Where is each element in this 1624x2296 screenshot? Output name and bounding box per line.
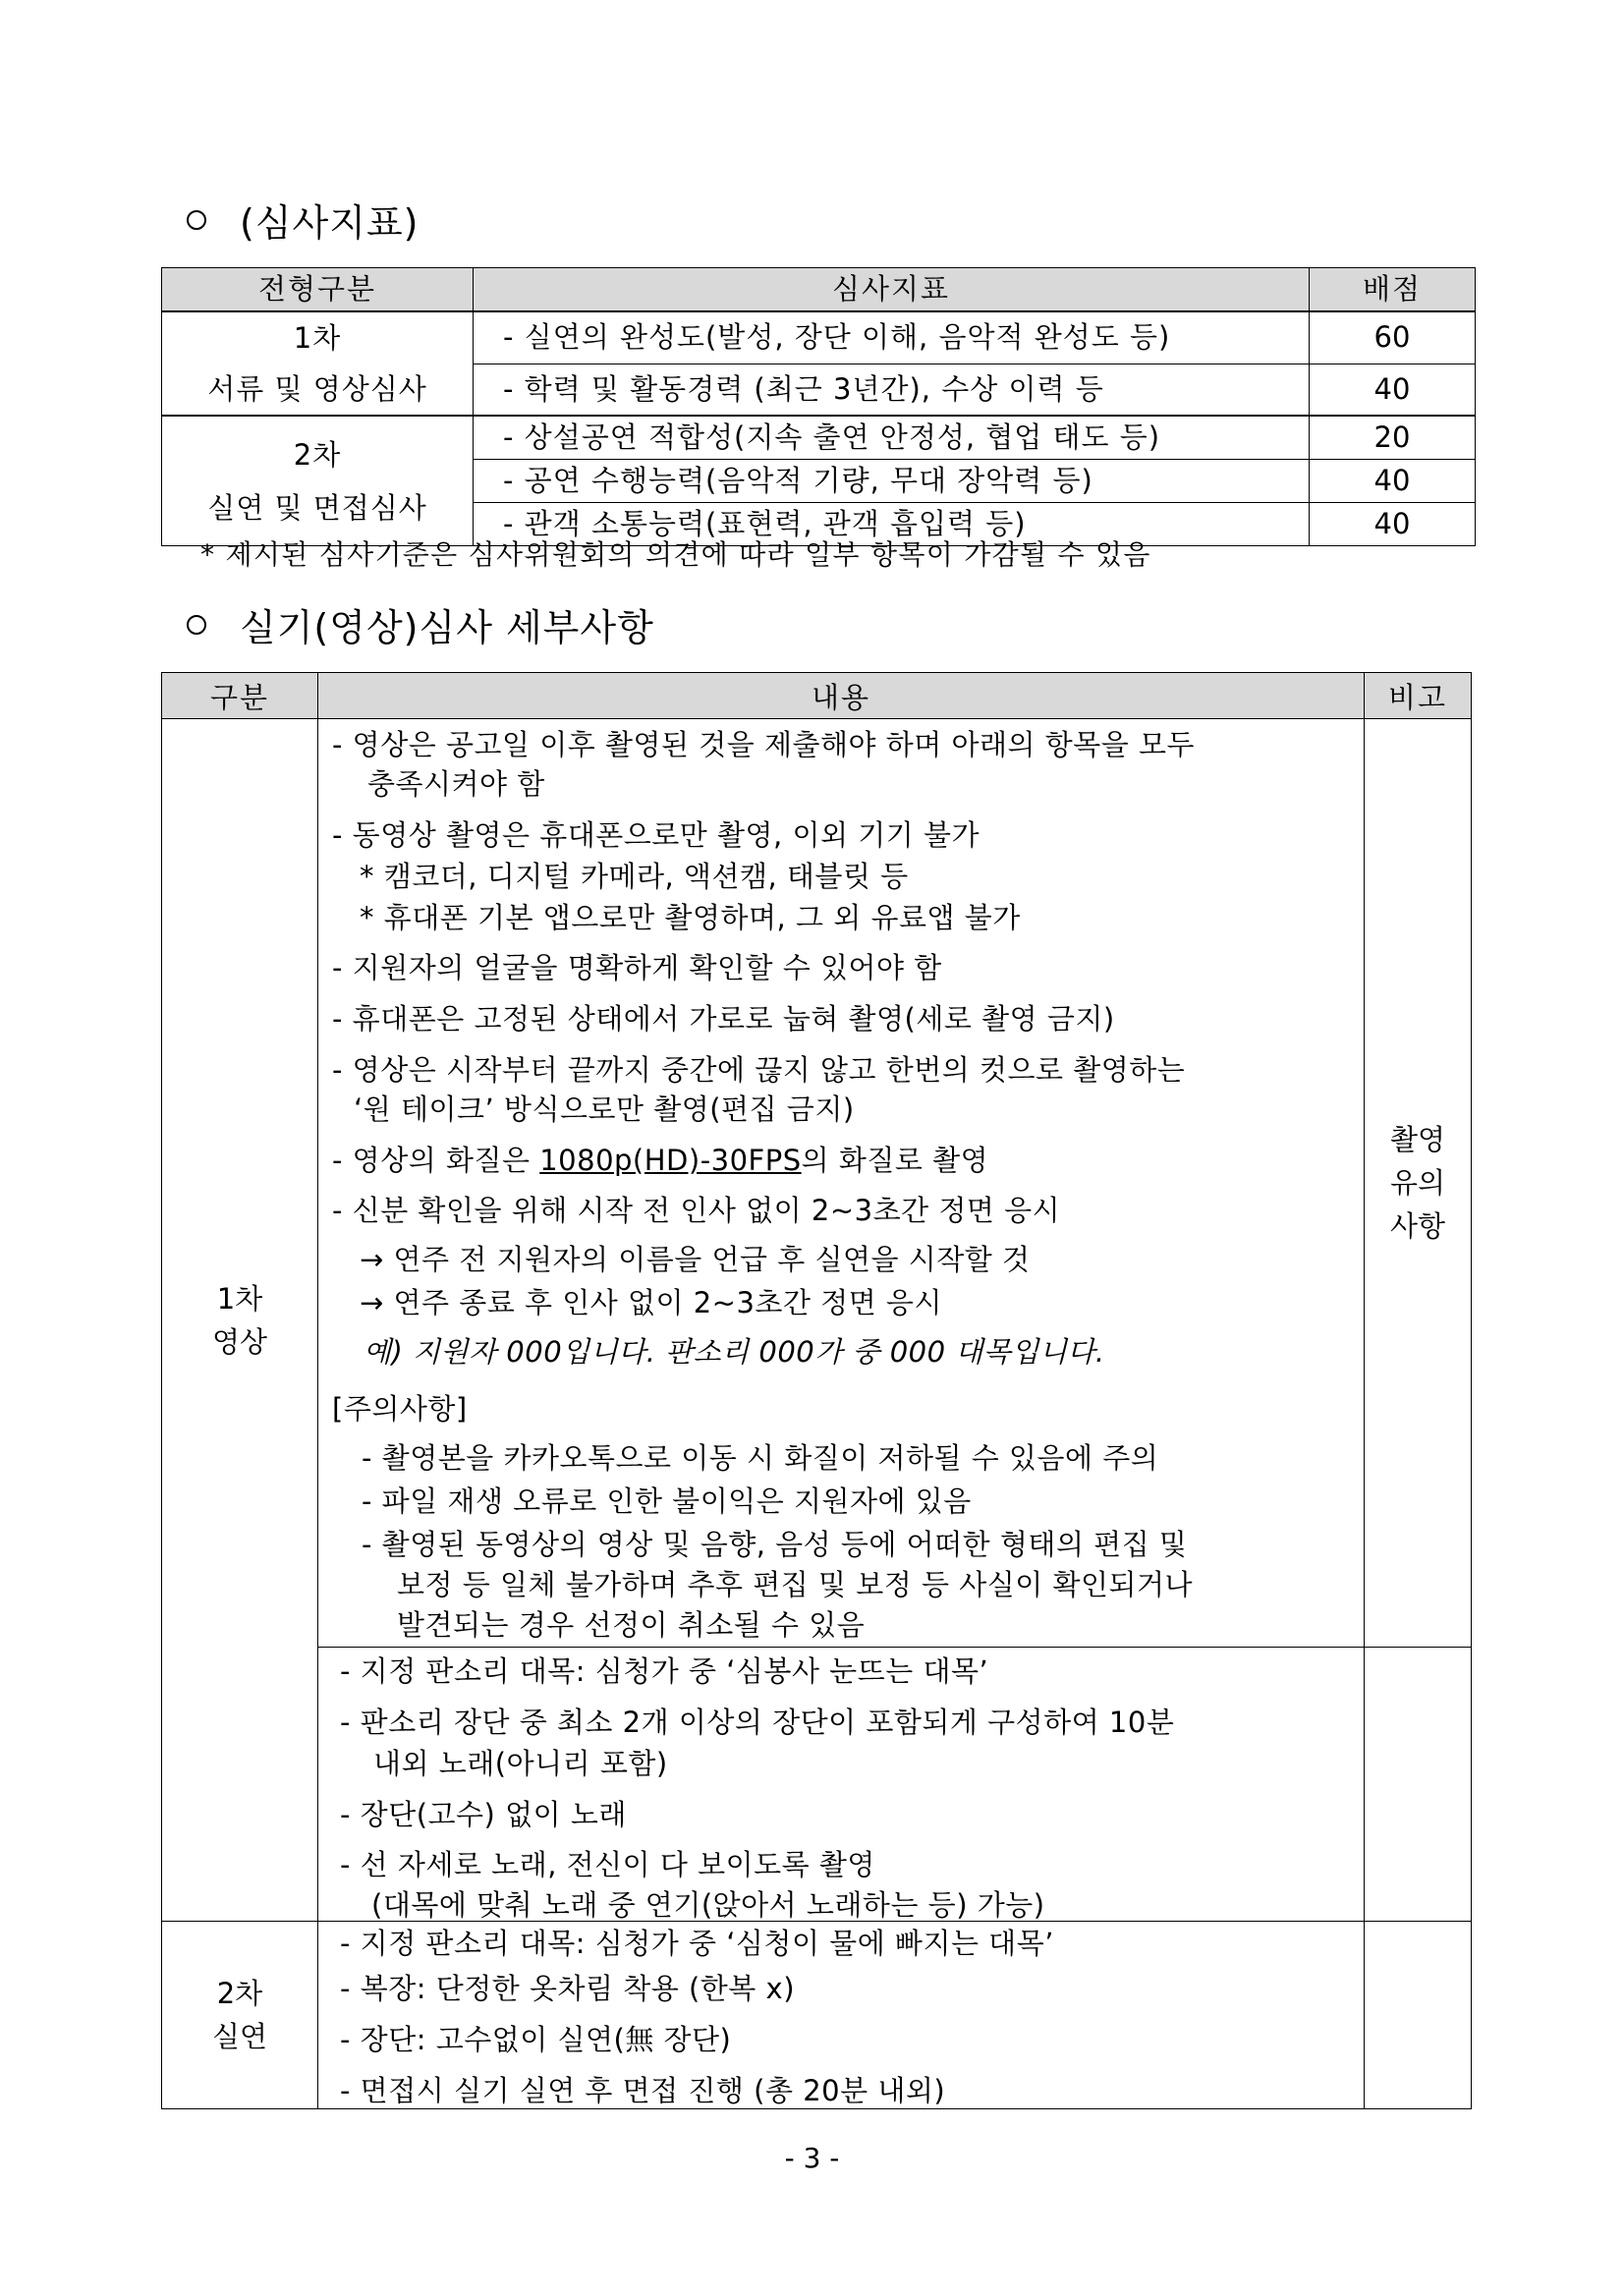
score-cell: 20 [1310,416,1476,460]
criterion-cell: - 실연의 완성도(발성, 장단 이해, 음악적 완성도 등) [474,311,1310,364]
list-item [332,1139,988,1179]
list-item: ‘원 테이크’ 방식으로만 촬영(편집 금지) [354,1092,855,1126]
circle-bullet-icon [187,615,206,635]
list-item: - 지정 판소리 대목: 심청가 중 ‘심봉사 눈뜨는 대목’ [340,1654,989,1688]
text: - 영상의 화질은 [332,1144,540,1177]
header-cell: 비고 [1365,673,1472,719]
filming-rules-cell [318,719,1365,1648]
table-row [162,719,1472,1648]
list-item: - 영상은 시작부터 끝까지 중간에 끊지 않고 한번의 컷으로 촬영하는 [332,1053,1186,1087]
remark-text: 유의 [1389,1166,1446,1200]
list-item: → 연주 전 지원자의 이름을 언급 후 실연을 시작할 것 [360,1243,1031,1276]
criterion-cell: - 공연 수행능력(음악적 기량, 무대 장악력 등) [474,460,1310,503]
criterion-cell: - 학력 및 활동경력 (최근 3년간), 수상 이력 등 [474,364,1310,416]
table-header-row [162,268,1476,312]
criterion-cell: - 관객 소통능력(표현력, 관객 흡입력 등) [474,503,1310,546]
table-row [162,416,1476,460]
list-item: * 휴대폰 기본 앱으로만 촬영하며, 그 외 유료앱 불가 [360,901,1021,934]
list-item: - 촬영된 동영상의 영상 및 음향, 음성 등에 어떠한 형태의 편집 및 [362,1528,1188,1561]
list-item: - 휴대폰은 고정된 상태에서 가로로 눕혀 촬영(세로 촬영 금지) [332,1002,1115,1036]
text: 의 화질로 촬영 [801,1144,989,1177]
list-item: - 동영상 촬영은 휴대폰으로만 촬영, 이외 기기 불가 [332,818,980,852]
stage-label: 1차 [293,321,342,355]
table-row [162,1648,1472,1922]
remark-cell [1365,1922,1472,2109]
header-cell: 배점 [1310,268,1476,312]
list-item: 발견되는 경우 선정이 취소될 수 있음 [397,1608,866,1642]
stage-label: 서류 및 영상심사 [207,372,427,406]
stage2-rules-cell [318,1922,1365,2109]
example-text: 예) 지원자 000입니다. 판소리 000가 중 000 대목입니다. [364,1335,1105,1369]
stage-label: 1차 [216,1281,263,1316]
list-item: - 파일 재생 오류로 인한 불이익은 지원자에 있음 [362,1484,972,1518]
table-header-row [162,673,1472,719]
score-cell: 40 [1310,460,1476,503]
criteria-table [161,267,1476,546]
stage-label: 영상 [211,1324,268,1359]
stage-label-cell [162,1922,318,2109]
criterion-cell: - 상설공연 적합성(지속 출연 안정성, 협업 태도 등) [474,416,1310,460]
table-row [162,1922,1472,2109]
stage-label: 2차 [216,1977,263,2010]
stage-label-cell [162,719,318,1922]
list-item: - 장단: 고수없이 실연(無 장단) [340,2023,732,2056]
header-cell: 전형구분 [162,268,474,312]
list-item: - 영상은 공고일 이후 촬영된 것을 제출해야 하며 아래의 항목을 모두 [332,728,1196,761]
remark-text: 촬영 [1389,1123,1446,1156]
page-number: - 3 - [784,2142,840,2174]
video-details-table [161,672,1472,2109]
list-item: - 면접시 실기 실연 후 면접 진행 (총 20분 내외) [340,2074,946,2107]
list-item: 충족시켜야 함 [367,767,545,801]
remark-cell [1365,1648,1472,1922]
list-item: - 지원자의 얼굴을 명확하게 확인할 수 있어야 함 [332,951,942,984]
list-item: - 판소리 장단 중 최소 2개 이상의 장단이 포함되게 구성하여 10분 [340,1706,1175,1739]
stage-label: 2차 [293,437,342,472]
stage2-rules [318,1922,1364,2108]
section-heading-video [187,597,654,651]
list-item: - 신분 확인을 위해 시작 전 인사 없이 2~3초간 정면 응시 [332,1194,1061,1227]
list-item: - 선 자세로 노래, 전신이 다 보이도록 촬영 [340,1848,875,1881]
section-title: 실기(영상)심사 세부사항 [240,606,654,649]
remark-cell [1365,719,1472,1648]
resolution-spec: 1080p(HD)-30FPS [539,1144,802,1177]
header-cell: 내용 [318,673,1365,719]
stage-label-cell [162,311,474,416]
score-cell: 40 [1310,503,1476,546]
header-cell: 구분 [162,673,318,719]
list-item: (대목에 맞춰 노래 중 연기(앉아서 노래하는 등) 가능) [371,1888,1045,1922]
caution-title: [주의사항] [332,1392,468,1426]
list-item: → 연주 종료 후 인사 없이 2~3초간 정면 응시 [360,1286,942,1319]
stage-label: 실연 [211,2020,268,2053]
section-title: (심사지표) [240,201,420,245]
stage-label-cell [162,416,474,546]
score-cell: 40 [1310,364,1476,416]
circle-bullet-icon [187,210,206,230]
list-item: - 장단(고수) 없이 노래 [340,1798,627,1831]
criteria-note: * 제시된 심사기준은 심사위원회의 의견에 따라 일부 항목이 가감될 수 있음 [200,538,1151,571]
list-item: 내외 노래(아니리 포함) [373,1747,668,1780]
score-cell: 60 [1310,311,1476,364]
song-rules [318,1648,1364,1921]
list-item: - 복장: 단정한 옷차림 착용 (한복 x) [340,1972,796,2005]
section-heading-criteria [187,193,419,247]
song-rules-cell [318,1648,1365,1922]
stage-label: 실연 및 면접심사 [207,490,427,525]
filming-rules [318,719,1364,1647]
header-cell: 심사지표 [474,268,1310,312]
list-item: - 지정 판소리 대목: 심청가 중 ‘심청이 물에 빠지는 대목’ [340,1927,1054,1960]
list-item: * 캠코더, 디지털 카메라, 액션캠, 태블릿 등 [360,860,909,893]
list-item: - 촬영본을 카카오톡으로 이동 시 화질이 저하될 수 있음에 주의 [362,1441,1159,1475]
table-row [162,311,1476,364]
list-item: 보정 등 일체 불가하며 추후 편집 및 보정 등 사실이 확인되거나 [397,1568,1194,1601]
remark-text: 사항 [1389,1209,1446,1243]
